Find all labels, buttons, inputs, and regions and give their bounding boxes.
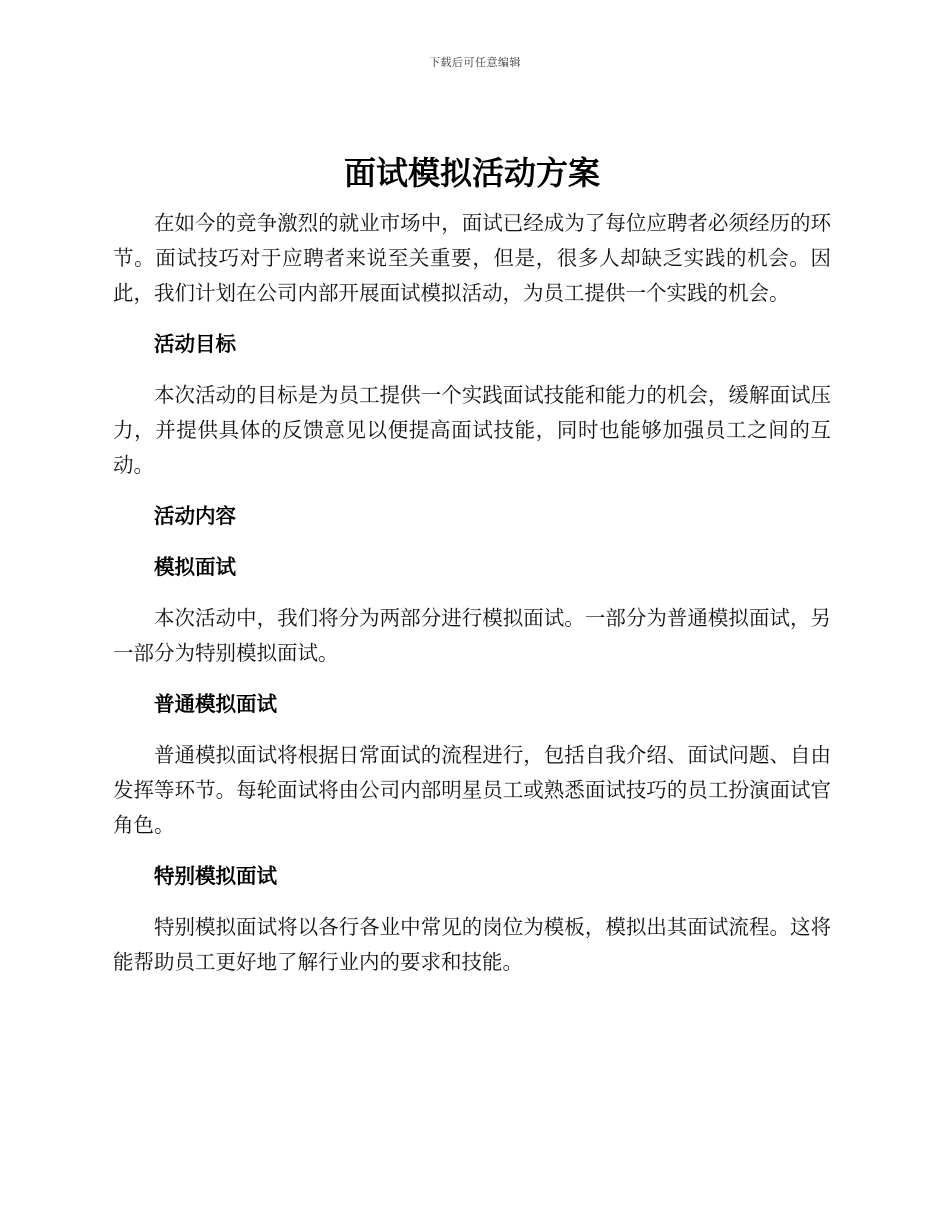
goal-paragraph: 本次活动的目标是为员工提供一个实践面试技能和能力的机会，缓解面试压力，并提供具体的反馈意见以便提高面试技能，同时也能够加强员工之间的互动。 [113,383,831,477]
section-heading-special-mock: 特别模拟面试 [154,864,277,888]
section-heading-goal: 活动目标 [154,332,236,356]
section-heading-normal-mock: 普通模拟面试 [154,692,277,716]
document-body [113,150,831,996]
document-title: 面试模拟活动方案 [343,154,600,192]
intro-paragraph: 在如今的竞争激烈的就业市场中，面试已经成为了每位应聘者必须经历的环节。面试技巧对于应聘者来说至关重要，但是，很多人却缺乏实践的机会。因此，我们计划在公司内部开展面试模拟活动，为员工提供一个实践的机会。 [113,211,831,305]
page-header-note: 下载后可任意编辑 [429,56,521,69]
normal-mock-paragraph: 普通模拟面试将根据日常面试的流程进行，包括自我介绍、面试问题、自由发挥等环节。每轮面试将由公司内部明星员工或熟悉面试技巧的员工扮演面试官角色。 [113,743,831,837]
special-mock-paragraph: 特别模拟面试将以各行各业中常见的岗位为模板，模拟出其面试流程。这将能帮助员工更好地了解行业内的要求和技能。 [113,915,831,974]
section-heading-mock-interview: 模拟面试 [154,555,236,579]
mock-interview-paragraph: 本次活动中，我们将分为两部分进行模拟面试。一部分为普通模拟面试，另一部分为特别模拟面试。 [113,606,831,665]
section-heading-content: 活动内容 [154,504,236,528]
